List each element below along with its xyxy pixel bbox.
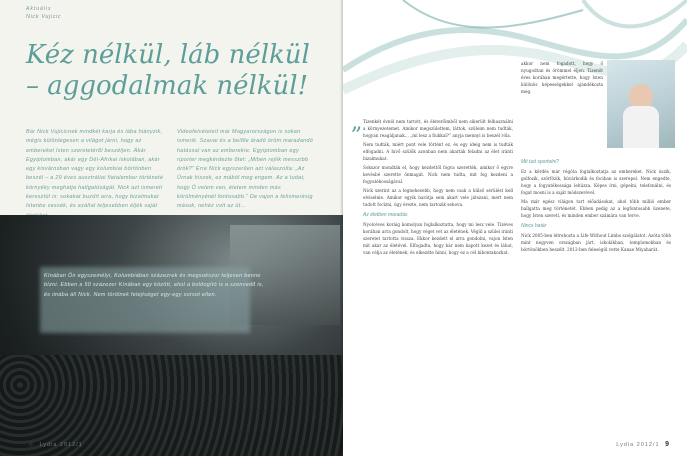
page-number-left: 8	[29, 441, 34, 448]
body-column-2-lower	[521, 155, 671, 255]
folio-right	[616, 441, 673, 448]
paragraph: akkor nem fogadott, hogy ő nyugodtan és örömmel éljen. Tizenöt éves korában megértette, hogy Isten különös képességekkel ajándékozta meg.	[521, 61, 603, 94]
author-byline: Nick Vujicic	[26, 14, 62, 20]
body-column-1	[363, 118, 513, 258]
headline-line-2: – aggodalmak nélkül!	[26, 71, 309, 101]
subhead: Mit tud sportolni?	[521, 159, 560, 165]
page-number-right: 9	[665, 441, 670, 448]
subhead: Nincs határ	[521, 223, 547, 229]
open-quote-mark: „	[351, 110, 363, 135]
child-photo	[607, 60, 675, 148]
paragraph: Sokszor mondták el, hogy kezdettől fogva szerették, amikor ő egyre kevésbé szerette önmagát. Nick nem tudta, mit fog kezdeni a fogyatékosságával.	[363, 165, 513, 184]
child-body	[623, 106, 659, 148]
paragraph: Tizenkét évnél nem tartott, és életerőimből nem sikerült felhasználni a környezetemet. Amikor megszülettem, láttok, szüleim nem tudták, hogyan reagáljanak... „mi lesz a fiukkal?” anyja mennyi is beszél róla.	[363, 119, 513, 138]
headline-line-1: Kéz nélkül, láb nélkül	[26, 40, 310, 70]
section-kicker: Aktuális	[26, 6, 52, 12]
folio-left	[26, 441, 83, 448]
paragraph: Nyolcéves koráig komolyan foglalkoztatta, hogy mi lesz vele. Tízéves korában arra gondolt, hogy véget vet az életének. Végül a szülei iránti szeretet tartotta vissza. Ekkor kezdett el arra gondolni, vajon Isten mit akar az életével. Elfogadta, hogy bár nem kapott kezet és lábat, van célja az életének, és elkezdte hinni, hogy ez a cél kibontakozhat.	[363, 222, 513, 255]
left-page	[0, 0, 343, 456]
right-page	[343, 0, 687, 456]
auditorium-photo	[0, 215, 343, 456]
intro-column-left: Bár Nick Vujicicnek mindkét karja és lába hiányzik, mégis különlegesen a világot járni, hogy az embereket Isten szeretetéről beszéljen. Ákár Egyiptomban, akár egy Dél-Afrikai iskolában, akár egy kisvárosban vagy egy kolumbiai börtönben beszél – a 29 éves ausztráliai fiatalember történeté környéky meghatja hallgatóságát. Nick azt ismereti keresztül is: sokakat buzdít arra, hogy bizalmukat Istenbe vessék, és ezáltal teljesebben éljék saját	[26, 129, 164, 210]
folio-text-right: Lydia 2012/1	[616, 442, 660, 448]
photo-caption-quote: Kínában Ön egyszemélyi, Kolumbiában százezrek és megsokszor teljesen benne bízni. Ebben a 50 százezer Kínában egy között, ahol a boldogító is a szenvedő is, és imába áll Nick. Nem törölnek felejtséget egy-egy sorsot ellen.	[44, 273, 264, 298]
folio-text-left: Lydia 2012/1	[39, 442, 83, 448]
paragraph: Ez a kérdés már régóta foglalkoztatja az embereket. Nick úszik, golfozik, szörfözik, búvárkodik és fociban is szerepel. Nem engedte, hogy a fogyatékossága lehúzza. Képes írni, gépelni, telefonálni, és fogat mosni is a saját módszerével.	[521, 169, 671, 195]
paragraph: Nick szerint az a legnehezebb, hogy nem csak a külső sérülést kell elviselnie. Amikor egyik barátja sem akart vele játszani, mert nem tudott focizni, úgy érezte, nem tartozik sehova.	[363, 188, 513, 207]
paragraph: Nick 2005-ben létrehozta a Life Without Limbs szolgálatot. Azóta több mint negyven országban járt, iskolákban, templomokban és börtönökben beszélt. 2012-ben feleségül vette Kanae Miyaharát.	[521, 233, 671, 252]
headline	[26, 40, 326, 102]
paragraph: Ma már egész világon tart előadásokat, ahol több millió ember hallgatta meg történetét. Ebben pedig az a legfontosabb üzenete, hogy Isten szereti, és minden ember számára van terve.	[521, 199, 671, 218]
paragraph: Nem tudták, miért pont vele történt ez, és egy ideig nem is tudták elfogadni. A hívő szülők azonban nem akarták feladni az élet iránti bizalmukat.	[363, 142, 513, 161]
intro-column-right: Videofelvételeit már Magyarországon is sokan ismerik. Szavai és a belőle áradó öröm maradandó hatással van az emberekre. Egyiptomban egy riporter megkérdezte őtet: „Miben rejlik messzibb örök?” Erre Nick egyszerűen azt válaszolta: „Az Úrnak hiszek, ez mából meg engem. Az a tudat, hogy Ő velem van, életem minden más körülményénél fontosabb.” De vajon a felismerésig mások, nehéz volt az út...	[177, 129, 314, 210]
subhead: Az életben maradás	[363, 212, 408, 218]
body-column-2	[521, 60, 603, 97]
